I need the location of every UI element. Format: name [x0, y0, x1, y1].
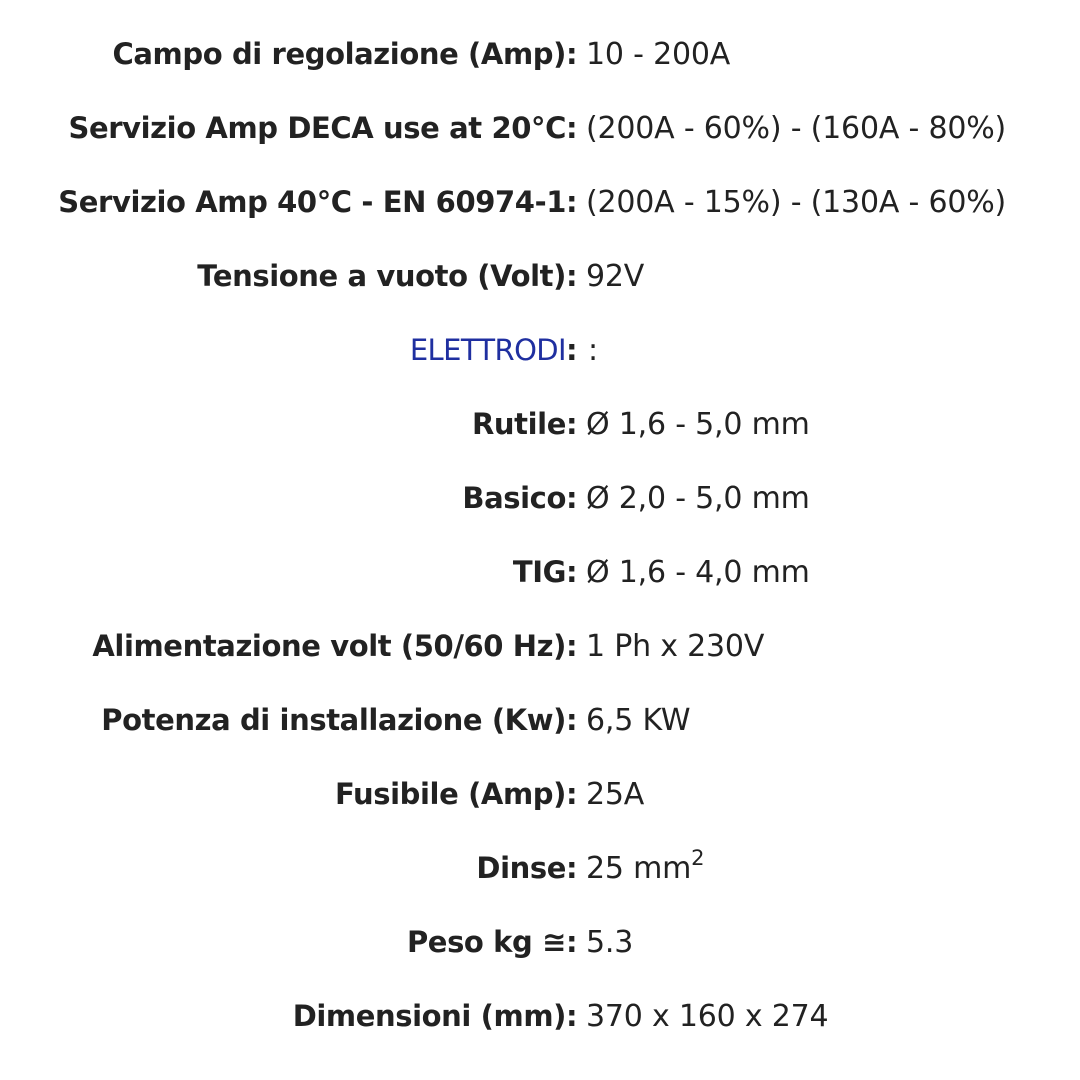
- spec-row-basico: [0, 461, 1080, 535]
- spec-value: (200A - 60%) - (160A - 80%): [586, 110, 1007, 146]
- spec-row-tensione-vuoto: [0, 239, 1080, 313]
- spec-row-servizio-en: [0, 165, 1080, 239]
- spec-value: Ø 2,0 - 5,0 mm: [586, 480, 810, 516]
- colon-separator: :: [566, 703, 578, 737]
- spec-label: Alimentazione volt (50/60 Hz): [92, 629, 566, 663]
- spec-row-servizio-deca: [0, 91, 1080, 165]
- spec-label: Rutile: [472, 407, 566, 441]
- spec-label: Potenza di installazione (Kw): [101, 703, 566, 737]
- spec-value: 5.3: [586, 924, 634, 960]
- spec-row-fusibile: [0, 757, 1080, 831]
- spec-label: Tensione a vuoto (Volt): [197, 259, 566, 293]
- spec-row-rutile: [0, 387, 1080, 461]
- spec-value: 370 x 160 x 274: [586, 998, 829, 1034]
- spec-value: (200A - 15%) - (130A - 60%): [586, 184, 1007, 220]
- colon-separator: :: [566, 629, 578, 663]
- spec-label: Servizio Amp DECA use at 20°C: [68, 111, 566, 145]
- spec-value: 25A: [586, 776, 645, 812]
- colon-separator: :: [566, 999, 578, 1033]
- colon-separator: :: [566, 925, 578, 959]
- colon-separator: :: [566, 259, 578, 293]
- spec-value-dinse: [586, 845, 705, 886]
- spec-label: Fusibile (Amp): [335, 777, 566, 811]
- spec-row-dimensioni: [0, 979, 1080, 1053]
- spec-value: :: [588, 332, 598, 368]
- spec-table: [0, 17, 1080, 1053]
- colon-separator: :: [566, 481, 578, 515]
- spec-row-campo-regolazione: [0, 17, 1080, 91]
- spec-value: 6,5 KW: [586, 702, 691, 738]
- spec-value: 92V: [586, 258, 645, 294]
- spec-section-elettrodi: [0, 313, 1080, 387]
- spec-row-tig: [0, 535, 1080, 609]
- spec-row-potenza: [0, 683, 1080, 757]
- colon-separator: :: [566, 185, 578, 219]
- colon-separator: :: [566, 37, 578, 71]
- spec-row-alimentazione: [0, 609, 1080, 683]
- spec-row-dinse: [0, 831, 1080, 905]
- spec-label: Peso kg ≅: [406, 925, 566, 959]
- spec-value: 1 Ph x 230V: [586, 628, 765, 664]
- spec-value: 10 - 200A: [586, 36, 731, 72]
- spec-label: Dinse: [476, 851, 566, 885]
- colon-separator: :: [566, 777, 578, 811]
- colon-separator: :: [566, 333, 578, 367]
- spec-label: TIG: [512, 555, 566, 589]
- spec-label: Dimensioni (mm): [292, 999, 566, 1033]
- spec-label: Campo di regolazione (Amp): [112, 37, 566, 71]
- spec-value: 25 mm: [586, 850, 692, 886]
- spec-value: Ø 1,6 - 4,0 mm: [586, 554, 810, 590]
- colon-separator: :: [566, 851, 578, 885]
- spec-label: Basico: [462, 481, 566, 515]
- colon-separator: :: [566, 555, 578, 589]
- superscript-exponent: 2: [691, 845, 705, 870]
- colon-separator: :: [566, 111, 578, 145]
- section-heading: ELETTRODI: [409, 333, 566, 367]
- colon-separator: :: [566, 407, 578, 441]
- spec-value: Ø 1,6 - 5,0 mm: [586, 406, 810, 442]
- spec-row-peso: [0, 905, 1080, 979]
- spec-label: Servizio Amp 40°C - EN 60974-1: [58, 185, 566, 219]
